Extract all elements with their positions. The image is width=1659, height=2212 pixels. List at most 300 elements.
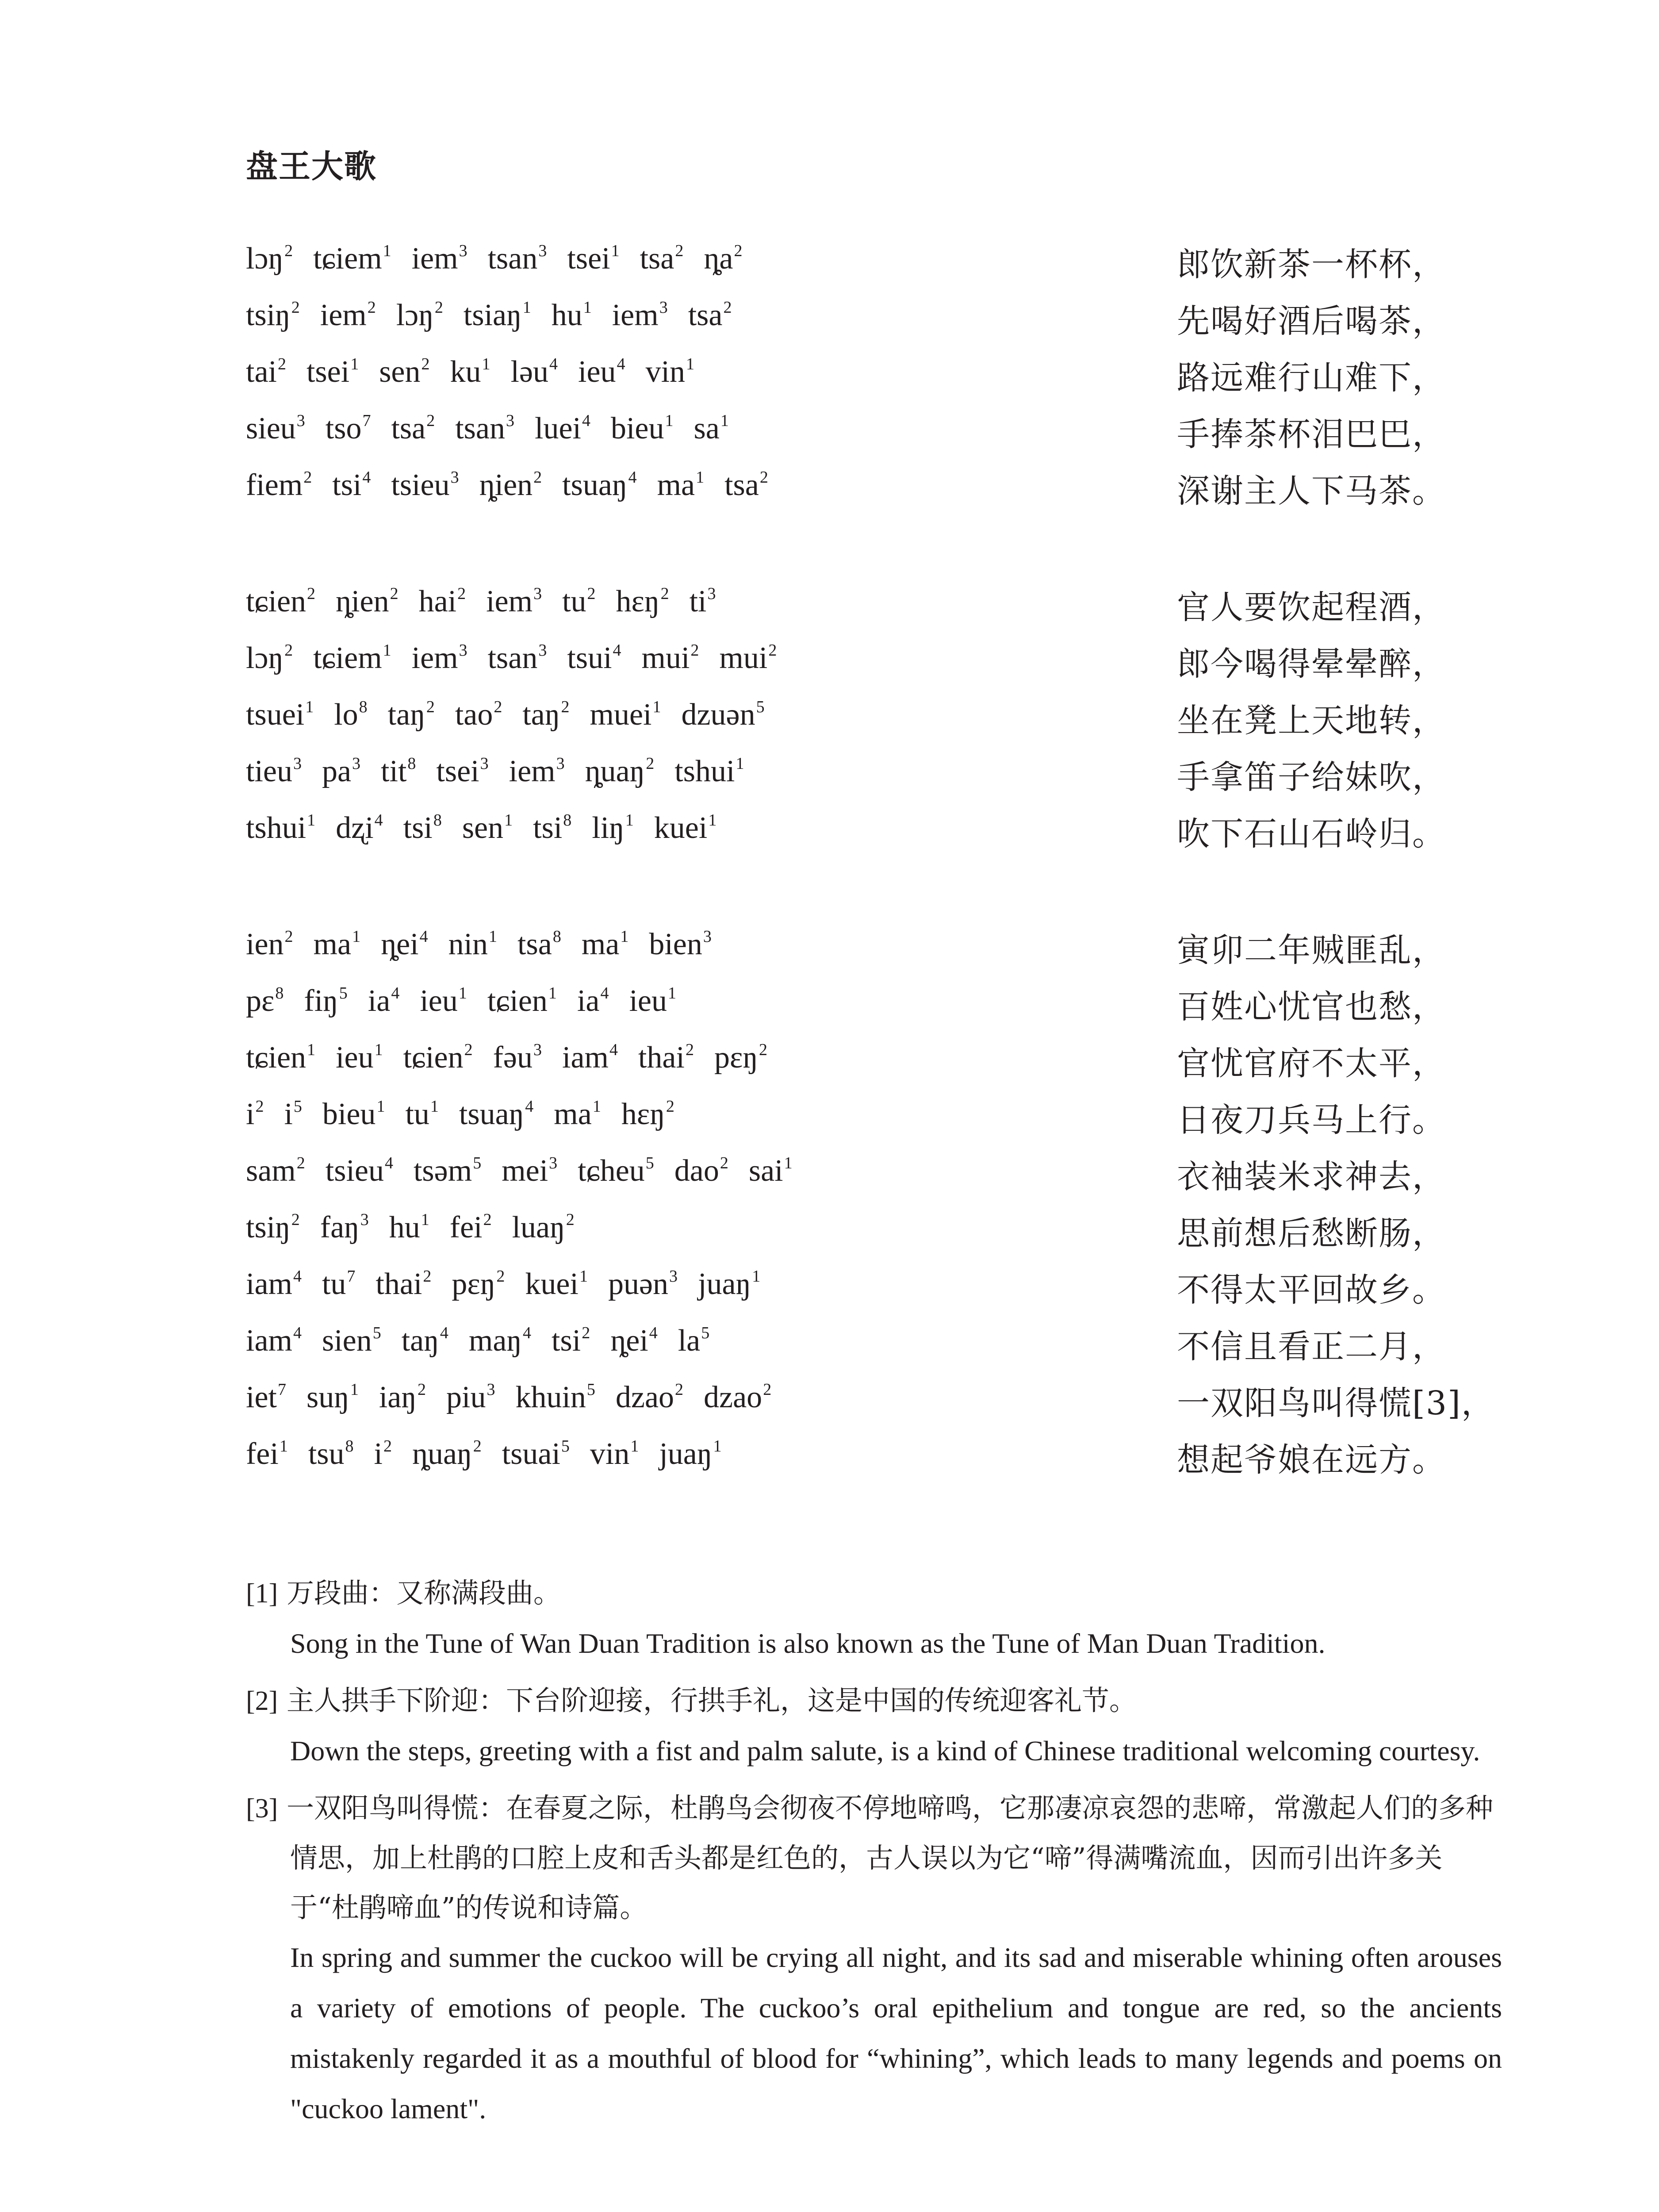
verse-line	[246, 241, 1446, 298]
syllable-text: ia	[577, 984, 600, 1018]
verse-line	[246, 1323, 1446, 1380]
syllable	[714, 1040, 767, 1075]
syllable-text: pɛŋ	[452, 1267, 496, 1301]
tone-number: 2	[277, 355, 286, 373]
tone-number: 1	[708, 811, 717, 830]
tone-number: 2	[383, 1437, 392, 1455]
syllable-text: i	[246, 1097, 255, 1131]
chinese-verse: 不得太平回故乡。	[1177, 1271, 1446, 1309]
tone-number: 1	[458, 984, 467, 1002]
syllable	[562, 584, 595, 619]
tone-number: 3	[549, 1154, 558, 1172]
syllable-text: ma	[313, 927, 352, 961]
tone-number: 3	[450, 468, 459, 487]
syllable-text: ȵuaŋ	[585, 754, 645, 788]
syllable-text: tsuaŋ	[562, 468, 628, 502]
syllable-text: sen	[379, 355, 421, 389]
tone-number: 4	[293, 1267, 302, 1286]
page-header-title: 盘王大歌	[246, 148, 377, 185]
syllable	[391, 468, 459, 503]
syllable	[654, 810, 717, 846]
syllable	[642, 641, 699, 676]
tone-number: 3	[487, 1380, 495, 1399]
syllable-text: iam	[246, 1324, 292, 1358]
syllable-text: tsa	[640, 242, 674, 276]
romanization	[246, 354, 715, 390]
syllable	[724, 468, 768, 503]
tone-number: 2	[421, 355, 430, 373]
tone-number: 1	[352, 927, 361, 946]
tone-number: 2	[296, 1154, 305, 1172]
tone-number: 2	[496, 1267, 505, 1286]
tone-number: 5	[756, 698, 765, 716]
tone-number: 8	[433, 811, 442, 830]
verse-line	[246, 1436, 1446, 1493]
romanization	[246, 1380, 792, 1415]
syllable	[322, 754, 360, 789]
syllable	[403, 1040, 473, 1075]
tone-number: 2	[768, 641, 777, 660]
footnote-number: [2]	[246, 1686, 278, 1716]
tone-number: 5	[372, 1324, 381, 1342]
syllable	[582, 927, 629, 962]
syllable-text: ieu	[629, 984, 667, 1018]
tone-number: 8	[552, 927, 561, 946]
syllable	[246, 354, 286, 390]
tone-number: 2	[464, 1041, 473, 1059]
syllable	[246, 1323, 302, 1359]
tone-number: 1	[307, 811, 316, 830]
syllable-text: liŋ	[592, 811, 625, 845]
syllable	[313, 641, 391, 676]
syllable-text: tsu	[308, 1437, 345, 1471]
tone-number: 1	[625, 811, 634, 830]
syllable-text: mui	[719, 641, 768, 675]
tone-number: 2	[494, 698, 502, 716]
tone-number: 2	[284, 927, 293, 946]
verse-line	[246, 468, 1446, 524]
syllable	[246, 1436, 288, 1472]
syllable	[646, 354, 694, 390]
tone-number: 2	[720, 1154, 728, 1172]
syllable-text: iam	[246, 1267, 292, 1301]
syllable-text: pɛ	[246, 984, 275, 1018]
syllable-text: suŋ	[306, 1380, 349, 1414]
syllable	[379, 354, 429, 390]
romanization	[246, 1153, 813, 1189]
syllable-text: tsi	[332, 468, 362, 502]
syllable	[535, 411, 590, 446]
tone-number: 1	[383, 641, 391, 660]
tone-number: 3	[533, 584, 542, 603]
tone-number: 3	[538, 242, 547, 260]
tone-number: 1	[489, 927, 498, 946]
syllable-text: taŋ	[401, 1324, 439, 1358]
verse-line	[246, 754, 1446, 810]
syllable-text: vin	[590, 1437, 630, 1471]
romanization	[246, 1436, 742, 1472]
syllable-text: tso	[325, 411, 362, 445]
syllable	[246, 1267, 302, 1302]
syllable-text: sien	[322, 1324, 372, 1358]
syllable-text: ȵuaŋ	[412, 1437, 472, 1471]
syllable-text: lo	[334, 698, 358, 732]
syllable-text: muei	[590, 698, 652, 732]
syllable	[488, 241, 547, 276]
syllable-text: dzuən	[681, 698, 755, 732]
tone-number: 1	[430, 1097, 439, 1116]
syllable	[469, 1323, 531, 1359]
tone-number: 1	[665, 411, 674, 430]
romanization	[246, 754, 764, 789]
syllable	[326, 411, 371, 446]
tone-number: 7	[277, 1380, 286, 1399]
syllable	[616, 1380, 683, 1415]
syllable	[577, 983, 609, 1019]
tone-number: 3	[459, 242, 467, 260]
tone-number: 1	[383, 242, 391, 260]
syllable	[459, 1097, 533, 1132]
syllable	[436, 754, 488, 789]
tone-number: 2	[303, 468, 312, 487]
footnote-2	[246, 1676, 1502, 1776]
syllable-text: tieu	[246, 754, 292, 788]
syllable	[509, 754, 565, 789]
syllable	[512, 1210, 575, 1245]
chinese-verse: 郎今喝得晕晕醉，	[1177, 645, 1446, 683]
syllable-text: tao	[455, 698, 493, 732]
tone-number: 1	[592, 1097, 601, 1116]
syllable-text: ma	[581, 927, 620, 961]
syllable	[674, 754, 744, 789]
tone-number: 1	[504, 811, 513, 830]
tone-number: 1	[611, 242, 620, 260]
syllable-text: i	[284, 1097, 293, 1131]
tone-number: 2	[418, 1380, 426, 1399]
syllable-text: tsei	[436, 754, 479, 788]
tone-number: 1	[686, 355, 695, 373]
romanization	[246, 1323, 730, 1359]
syllable-text: lɔŋ	[246, 242, 284, 276]
syllable	[462, 810, 513, 846]
syllable-text: tsan	[455, 411, 505, 445]
syllable	[246, 641, 293, 676]
tone-number: 4	[384, 1154, 393, 1172]
syllable	[246, 697, 314, 733]
tone-number: 7	[362, 411, 371, 430]
syllable	[320, 298, 376, 333]
syllable	[657, 468, 705, 503]
chinese-verse: 手捧茶杯泪巴巴，	[1177, 415, 1446, 453]
verse-line	[246, 354, 1446, 411]
chinese-verse: 官忧官府不太平，	[1177, 1045, 1446, 1083]
tone-number: 5	[701, 1324, 710, 1342]
tone-number: 3	[459, 641, 467, 660]
footnote-3	[246, 1783, 1502, 2134]
tone-number: 1	[630, 1437, 639, 1455]
syllable-text: iet	[246, 1380, 277, 1414]
syllable-text: tu	[322, 1267, 346, 1301]
tone-number: 3	[360, 1210, 369, 1229]
syllable	[704, 241, 742, 276]
syllable-text: taŋ	[522, 698, 560, 732]
tone-number: 2	[434, 298, 443, 317]
syllable-text: nin	[448, 927, 488, 961]
syllable	[488, 641, 547, 676]
romanization	[246, 641, 797, 676]
syllable	[585, 754, 655, 789]
syllable	[450, 1210, 492, 1245]
syllable-text: i	[374, 1437, 383, 1471]
syllable	[246, 411, 305, 446]
syllable	[246, 241, 293, 276]
tone-number: 1	[279, 1437, 288, 1455]
tone-number: 3	[506, 411, 514, 430]
tone-number: 1	[696, 468, 705, 487]
tone-number: 4	[362, 468, 371, 487]
syllable-text: fiem	[246, 468, 303, 502]
syllable-text: tu	[405, 1097, 429, 1131]
footnote-1	[246, 1568, 1502, 1669]
tone-number: 4	[440, 1324, 448, 1342]
syllable	[307, 354, 359, 390]
syllable	[322, 1097, 385, 1132]
syllable	[246, 1380, 286, 1415]
syllable	[391, 411, 435, 446]
romanization	[246, 411, 749, 446]
tone-number: 1	[350, 1380, 359, 1399]
syllable	[334, 697, 367, 733]
syllable	[649, 927, 712, 962]
syllable-text: tɕien	[246, 1041, 307, 1075]
romanization	[246, 1210, 595, 1245]
syllable	[562, 1040, 618, 1075]
syllable	[308, 1436, 354, 1472]
syllable	[455, 697, 502, 733]
stanza-3	[246, 927, 1495, 1493]
stanza-1	[246, 241, 1446, 524]
syllable	[640, 241, 684, 276]
syllable	[396, 298, 443, 333]
syllable-text: iem	[320, 298, 367, 332]
tone-number: 1	[620, 927, 629, 946]
chinese-verse: 衣袖装米求神去，	[1177, 1158, 1446, 1196]
tone-number: 1	[522, 298, 531, 317]
syllable	[552, 298, 592, 333]
syllable-text: ȵei	[381, 927, 419, 961]
syllable	[487, 983, 557, 1019]
syllable	[688, 298, 732, 333]
syllable-text: khuin	[515, 1380, 586, 1414]
syllable-text: fəu	[493, 1041, 533, 1075]
chinese-verse: 坐在凳上天地转，	[1177, 702, 1446, 740]
tone-number: 3	[707, 584, 716, 603]
syllable	[567, 241, 619, 276]
syllable-text: ma	[554, 1097, 592, 1131]
syllable	[246, 468, 312, 503]
syllable	[590, 697, 661, 733]
romanization	[246, 1267, 781, 1302]
tone-number: 4	[419, 927, 428, 946]
syllable-text: tsui	[567, 641, 612, 675]
syllable-text: hu	[389, 1210, 420, 1244]
verse-line	[246, 1097, 1446, 1153]
syllable-text: ȵei	[610, 1324, 648, 1358]
syllable	[246, 1040, 315, 1075]
syllable-text: tsi	[533, 811, 563, 845]
syllable-text: tsiaŋ	[463, 298, 522, 332]
tone-number: 2	[734, 242, 743, 260]
syllable	[511, 354, 558, 390]
syllable	[246, 983, 284, 1019]
syllable-text: bieu	[610, 411, 664, 445]
syllable-text: tsa	[688, 298, 723, 332]
stanza-2	[246, 584, 1446, 867]
syllable-text: hɛŋ	[621, 1097, 665, 1131]
syllable-text: lɔŋ	[396, 298, 434, 332]
syllable	[749, 1153, 793, 1189]
syllable-text: tsəm	[413, 1154, 472, 1188]
syllable-text: iem	[411, 641, 458, 675]
footnotes	[246, 1568, 1502, 2141]
tone-number: 1	[376, 1097, 385, 1116]
syllable	[612, 298, 668, 333]
tone-number: 1	[583, 298, 592, 317]
syllable	[567, 641, 621, 676]
syllable	[246, 810, 315, 846]
syllable-text: hai	[418, 584, 457, 618]
tone-number: 2	[533, 468, 542, 487]
syllable	[336, 810, 383, 846]
syllable	[412, 641, 467, 676]
syllable	[592, 810, 634, 846]
tone-number: 2	[284, 641, 293, 660]
syllable-text: ȵien	[336, 584, 389, 618]
syllable	[522, 697, 569, 733]
tone-number: 2	[587, 584, 596, 603]
syllable	[525, 1267, 588, 1302]
syllable-text: maŋ	[468, 1324, 522, 1358]
syllable-text: sam	[246, 1154, 296, 1188]
tone-number: 2	[723, 298, 732, 317]
romanization	[246, 1040, 788, 1075]
syllable-text: juaŋ	[659, 1437, 713, 1471]
chinese-verse: 路远难行山难下，	[1177, 359, 1446, 397]
tone-number: 2	[307, 584, 316, 603]
syllable	[320, 1210, 369, 1245]
syllable-text: tshui	[674, 754, 735, 788]
tone-number: 2	[566, 1210, 575, 1229]
verse-line	[246, 1040, 1446, 1097]
syllable	[332, 468, 371, 503]
syllable-text: faŋ	[320, 1210, 360, 1244]
syllable-text: hu	[551, 298, 582, 332]
syllable	[419, 584, 466, 619]
syllable-text: ia	[368, 984, 391, 1018]
tone-number: 1	[548, 984, 557, 1002]
tone-number: 4	[613, 641, 621, 660]
syllable	[450, 354, 490, 390]
tone-number: 8	[345, 1437, 354, 1455]
syllable-text: iem	[612, 298, 659, 332]
syllable-text: iem	[486, 584, 533, 618]
syllable-text: ku	[450, 355, 481, 389]
syllable-text: piu	[446, 1380, 486, 1414]
syllable-text: pɛŋ	[714, 1041, 758, 1075]
tone-number: 7	[347, 1267, 356, 1286]
syllable-text: lɔŋ	[246, 641, 284, 675]
syllable	[284, 1097, 302, 1132]
footnote-number: [3]	[246, 1793, 278, 1824]
tone-number: 3	[533, 1041, 542, 1059]
tone-number: 3	[703, 927, 712, 946]
syllable	[533, 810, 571, 846]
syllable	[307, 1380, 359, 1415]
syllable	[336, 1040, 383, 1075]
syllable-text: mei	[502, 1154, 548, 1188]
syllable-text: tsan	[487, 242, 538, 276]
syllable	[690, 584, 716, 619]
syllable	[502, 1436, 570, 1472]
romanization	[246, 983, 697, 1019]
tone-number: 5	[645, 1154, 654, 1172]
syllable-text: kuei	[654, 811, 708, 845]
syllable-text: ieu	[578, 355, 616, 389]
syllable	[246, 1210, 300, 1245]
syllable	[246, 754, 302, 789]
footnote-chinese-text: 主人拱手下阶迎：下台阶迎接，行拱手礼，这是中国的传统迎客礼节。	[287, 1684, 1137, 1717]
syllable	[578, 1153, 654, 1189]
syllable	[381, 754, 416, 789]
syllable-text: sieu	[246, 411, 296, 445]
verse-line	[246, 1380, 1495, 1436]
syllable-text: thai	[375, 1267, 422, 1301]
syllable-text: tsuai	[502, 1437, 560, 1471]
syllable-text: iem	[509, 754, 556, 788]
syllable-text: hɛŋ	[616, 584, 660, 618]
tone-number: 2	[759, 1041, 767, 1059]
chinese-verse: 深谢主人下马茶。	[1177, 472, 1446, 510]
syllable	[313, 241, 391, 276]
chinese-verse: 百姓心忧官也愁，	[1177, 988, 1446, 1026]
syllable	[388, 697, 435, 733]
tone-number: 2	[426, 411, 435, 430]
tone-number: 2	[426, 698, 435, 716]
syllable	[246, 927, 293, 962]
chinese-verse: 先喝好酒后喝茶，	[1177, 302, 1446, 340]
syllable	[246, 584, 315, 619]
tone-number: 2	[457, 584, 466, 603]
tone-number: 4	[628, 468, 637, 487]
syllable	[616, 584, 669, 619]
syllable	[304, 983, 347, 1019]
syllable-text: fei	[449, 1210, 483, 1244]
syllable-text: puən	[608, 1267, 669, 1301]
syllable	[464, 298, 531, 333]
syllable-text: kuei	[525, 1267, 579, 1301]
verse-line	[246, 1153, 1446, 1210]
romanization	[246, 468, 789, 503]
romanization	[246, 298, 752, 333]
romanization	[246, 241, 762, 276]
syllable	[381, 927, 428, 962]
tone-number: 4	[549, 355, 558, 373]
syllable	[610, 1323, 658, 1359]
syllable-text: ieu	[420, 984, 458, 1018]
syllable-text: iaŋ	[379, 1380, 417, 1414]
tone-number: 4	[374, 811, 383, 830]
syllable	[314, 927, 361, 962]
